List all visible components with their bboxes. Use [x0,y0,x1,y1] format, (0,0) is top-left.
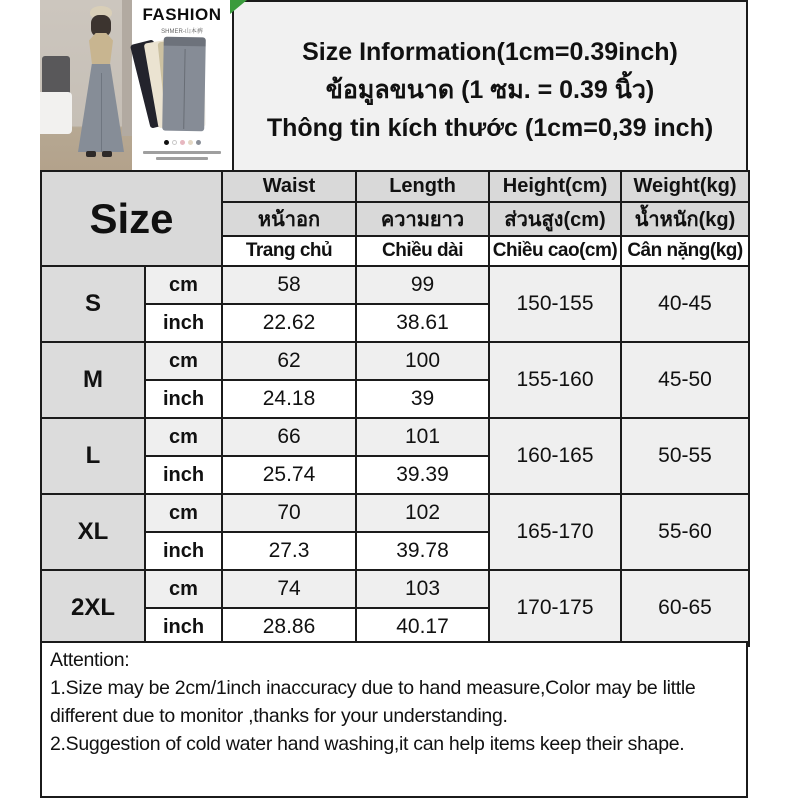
col-header-weight-en: Weight(kg) [621,171,749,202]
length-inch-value: 39.78 [356,532,489,570]
color-dots [132,140,232,145]
col-header-waist-en: Waist [222,171,356,202]
col-header-length-th: ความยาว [356,202,489,236]
weight-range: 40-45 [621,266,749,342]
bed [40,92,72,134]
unit-cm: cm [145,418,222,456]
color-dot [196,140,201,145]
length-inch-value: 40.17 [356,608,489,646]
col-header-length-en: Length [356,171,489,202]
person-shoe [102,151,112,157]
unit-cm: cm [145,266,222,304]
size-cell-s: S [41,266,145,342]
attention-box [40,641,748,798]
color-dot [164,140,169,145]
height-range: 165-170 [489,494,621,570]
unit-inch: inch [145,380,222,418]
brand-logo: FASHION [142,5,222,24]
length-cm-value: 101 [356,418,489,456]
weight-range: 50-55 [621,418,749,494]
unit-inch: inch [145,532,222,570]
length-cm-value: 103 [356,570,489,608]
waist-cm-value: 62 [222,342,356,380]
title-line-en: Size Information(1cm=0.39inch) [302,38,678,66]
col-header-weight-vi: Cân nặng(kg) [621,236,749,266]
pant-swatch-gray-front [162,37,206,132]
unit-inch: inch [145,304,222,342]
size-cell-2xl: 2XL [41,570,145,646]
person-shoe [86,151,96,157]
col-header-height-vi: Chiều cao(cm) [489,236,621,266]
length-inch-value: 39.39 [356,456,489,494]
unit-cm: cm [145,494,222,532]
col-header-weight-th: น้ำหนัก(kg) [621,202,749,236]
unit-inch: inch [145,608,222,646]
col-header-length-vi: Chiều dài [356,236,489,266]
waist-inch-value: 27.3 [222,532,356,570]
col-header-waist-vi: Trang chủ [222,236,356,266]
pants-stack [132,33,232,137]
col-header-height-en: Height(cm) [489,171,621,202]
person-pants [78,64,124,152]
col-header-height-th: ส่วนสูง(cm) [489,202,621,236]
product-code: SHMER-山本裤 [161,29,203,35]
bed-headboard [42,56,70,96]
attention-note-1: 1.Size may be 2cm/1inch inaccuracy due to hand measure,Color may be little different due to monitor ,thanks for your understanding. [50,677,696,727]
wall-panel [122,0,132,136]
waist-inch-value: 28.86 [222,608,356,646]
waist-cm-value: 74 [222,570,356,608]
size-cell-l: L [41,418,145,494]
unit-cm: cm [145,342,222,380]
waist-cm-value: 66 [222,418,356,456]
color-dot [172,140,177,145]
length-inch-value: 38.61 [356,304,489,342]
title-box [232,0,748,172]
waist-inch-value: 24.18 [222,380,356,418]
color-dot [188,140,193,145]
title-line-th: ข้อมูลขนาด (1 ซม. = 0.39 นิ้ว) [325,76,655,104]
color-dot [180,140,185,145]
height-range: 150-155 [489,266,621,342]
length-cm-value: 100 [356,342,489,380]
height-range: 160-165 [489,418,621,494]
waist-cm-value: 58 [222,266,356,304]
green-corner-fold [230,0,247,14]
photo-scene [40,0,132,170]
person-top [89,33,113,67]
caption-bar [156,157,208,160]
title-line-vi: Thông tin kích thước (1cm=0,39 inch) [266,114,714,142]
promo-panel [132,0,232,170]
waist-cm-value: 70 [222,494,356,532]
size-table [40,170,750,647]
length-cm-value: 102 [356,494,489,532]
weight-range: 60-65 [621,570,749,646]
length-cm-value: 99 [356,266,489,304]
height-range: 170-175 [489,570,621,646]
attention-note-2: 2.Suggestion of cold water hand washing,it can help items keep their shape. [50,733,685,755]
unit-cm: cm [145,570,222,608]
size-header: Size [41,171,222,266]
caption-bar [143,151,221,154]
height-range: 155-160 [489,342,621,418]
waist-inch-value: 25.74 [222,456,356,494]
length-inch-value: 39 [356,380,489,418]
weight-range: 55-60 [621,494,749,570]
weight-range: 45-50 [621,342,749,418]
attention-heading: Attention: [50,649,130,671]
col-header-waist-th: หน้าอก [222,202,356,236]
product-photo [40,0,232,170]
unit-inch: inch [145,456,222,494]
waist-inch-value: 22.62 [222,304,356,342]
size-cell-m: M [41,342,145,418]
size-cell-xl: XL [41,494,145,570]
